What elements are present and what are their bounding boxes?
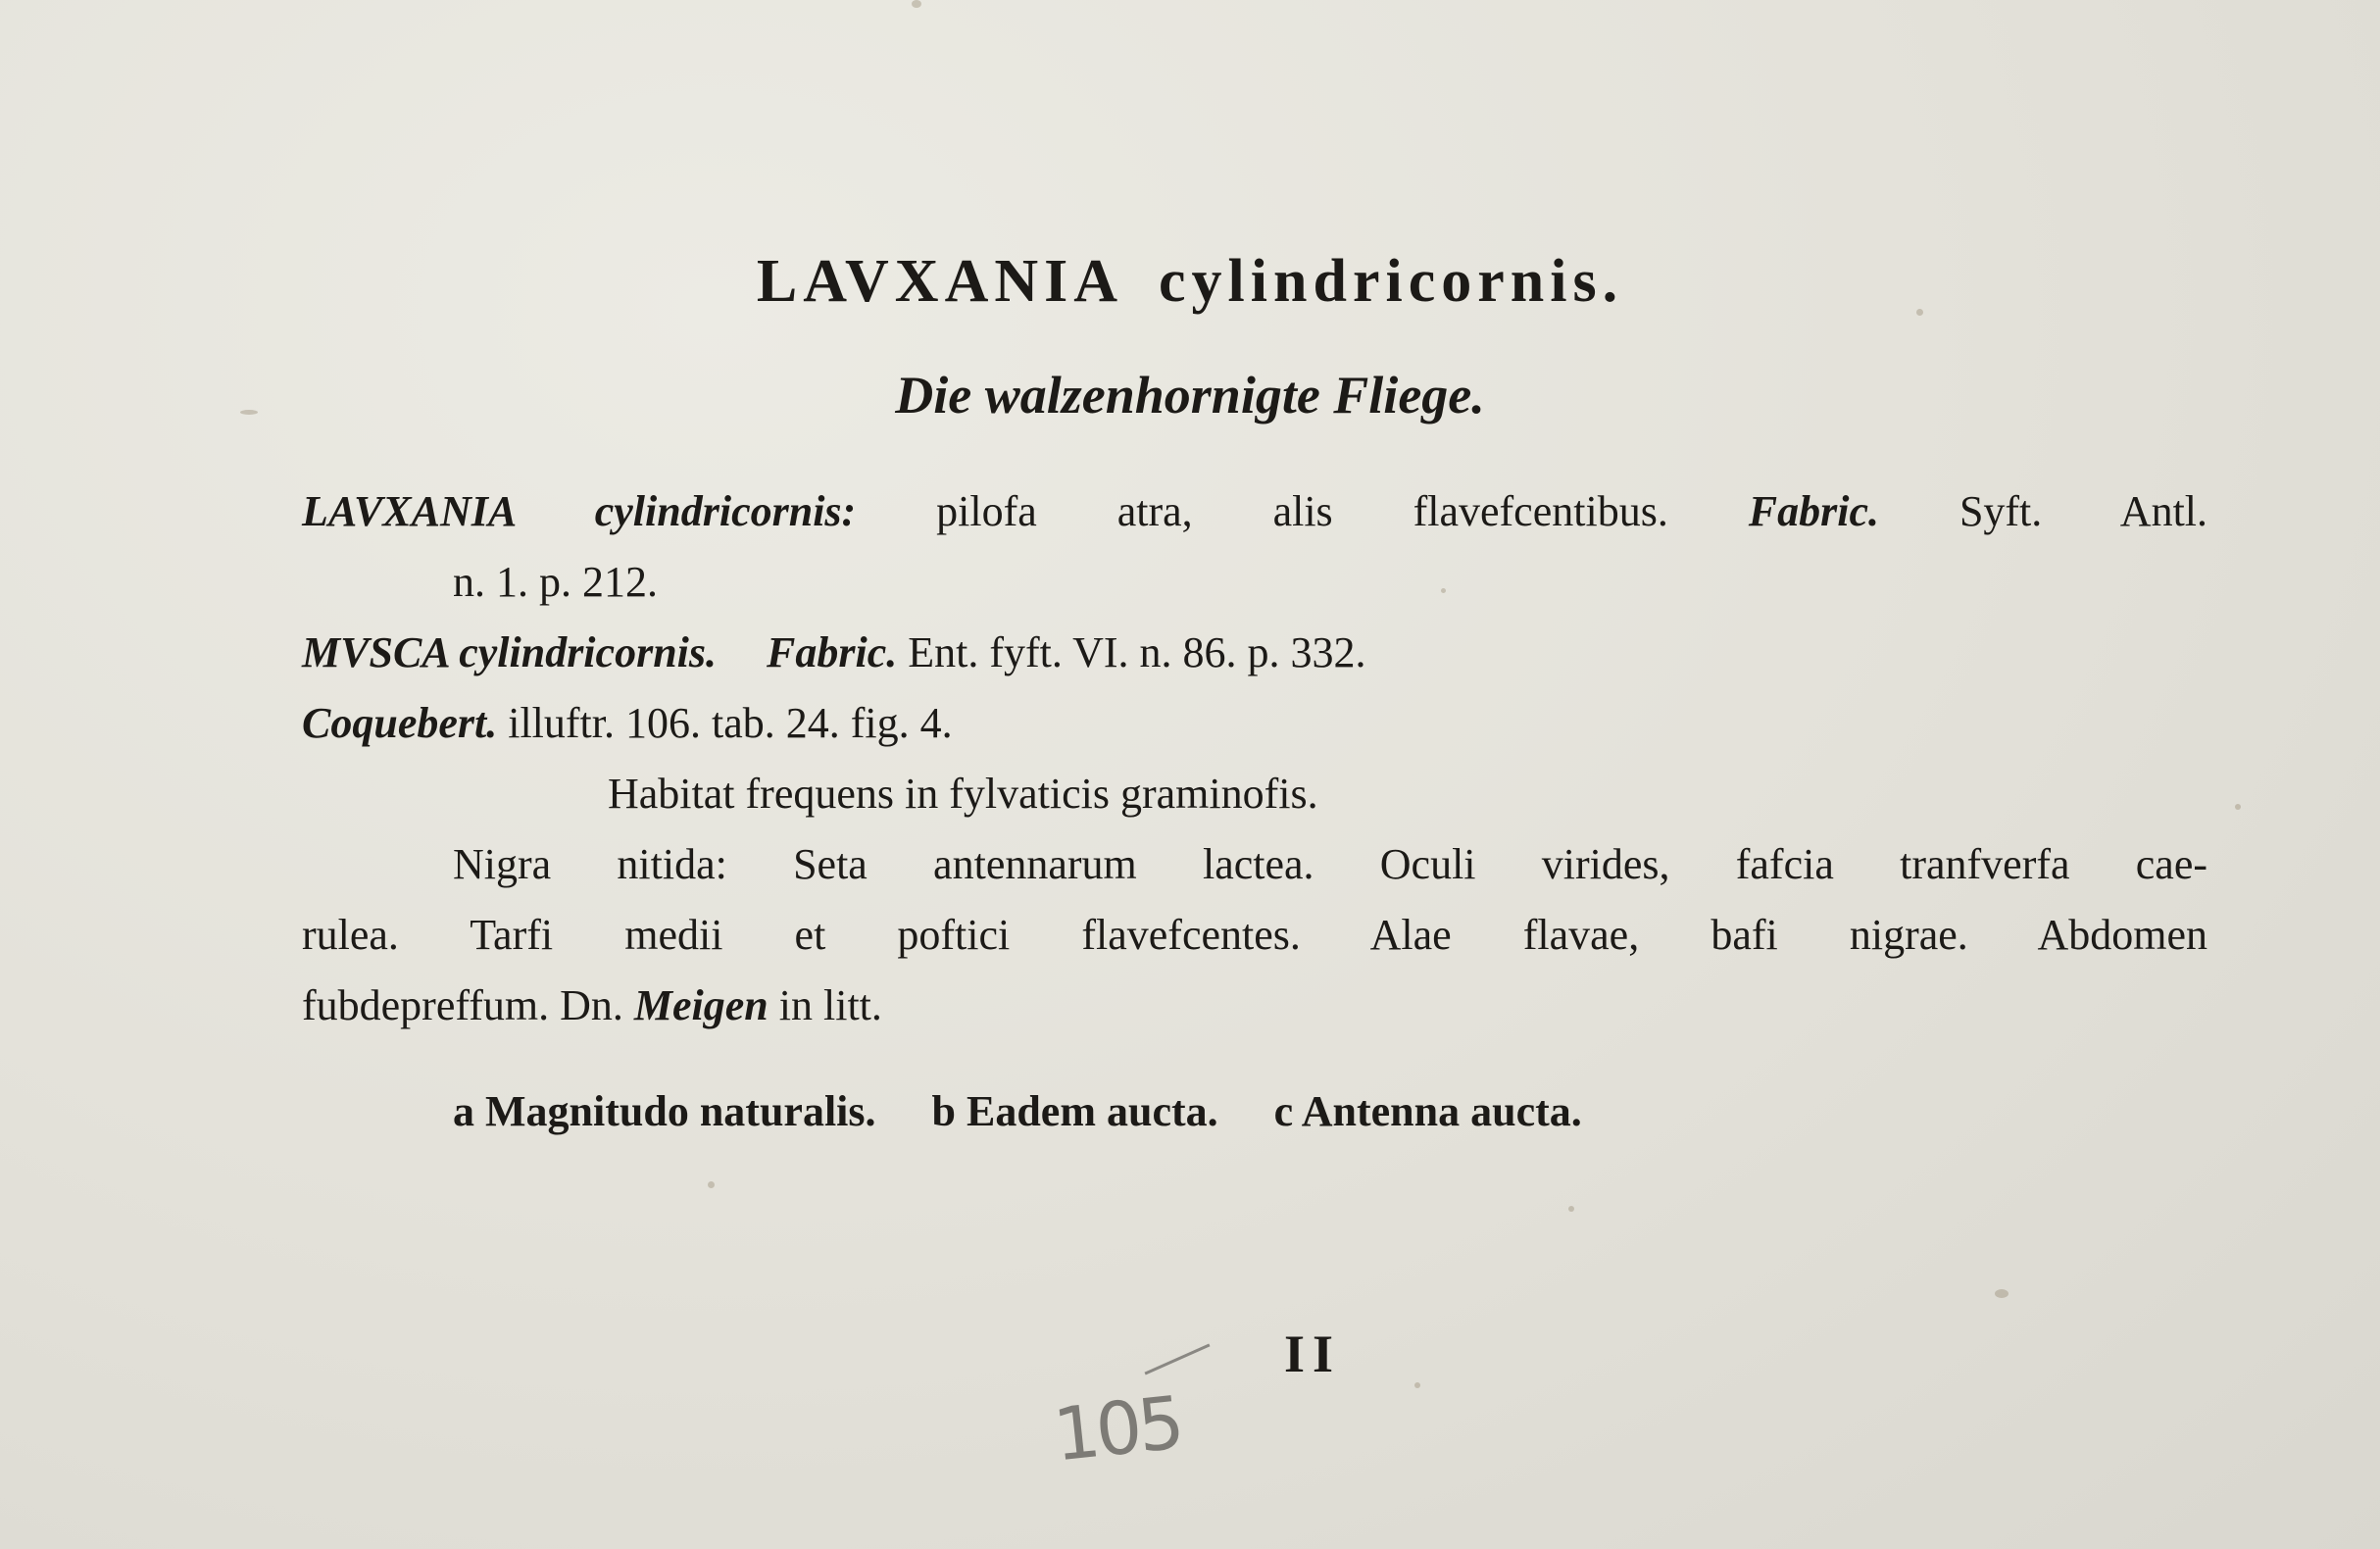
paper-speck — [912, 0, 921, 8]
legend-item-c: c Antenna aucta. — [1273, 1087, 1582, 1135]
legend-item-a: a Magnitudo naturalis. — [453, 1087, 876, 1135]
reference-line-2 — [302, 627, 1366, 677]
reference-source: illuftr. 106. tab. 24. fig. 4. — [508, 699, 953, 747]
page-title — [0, 247, 2380, 317]
legend-item-b: b Eadem aucta. — [931, 1087, 1218, 1135]
reference-line-1-cont: n. 1. p. 212. — [453, 558, 658, 606]
description-text: in litt. — [778, 981, 882, 1029]
reference-name: Coquebert. — [302, 699, 498, 747]
reference-name: LAVXANIA cylindricornis: — [302, 487, 857, 535]
paper-speck — [1995, 1289, 2008, 1298]
title-species: cylindricornis. — [1159, 248, 1624, 315]
paper-speck — [708, 1181, 715, 1188]
page-subtitle: Die walzenhornigte Fliege. — [895, 366, 1485, 425]
description-line-1: Nigra nitida: Seta antennarum lactea. Oculi virides, fafcia tranfverfa cae- — [453, 840, 2207, 888]
title-genus: LAVXANIA — [756, 248, 1124, 315]
reference-author: Fabric. — [1748, 487, 1879, 535]
reference-name: MVSCA cylindricornis. — [302, 628, 718, 676]
page-number: II — [1284, 1324, 1342, 1383]
description-line-2: rulea. Tarfi medii et poftici flavefcentes. Alae flavae, bafi nigrae. Abdomen — [302, 911, 2207, 959]
description-author-name: Meigen — [633, 981, 769, 1029]
habitat-text: Habitat frequens in fylvaticis graminofis. — [608, 770, 1318, 818]
figure-legend — [453, 1086, 1582, 1136]
reference-source: Syft. Antl. — [1959, 487, 2208, 535]
paper-speck — [1414, 1382, 1420, 1388]
reference-source: Ent. fyft. VI. n. 86. p. 332. — [908, 628, 1366, 676]
reference-text: pilofa atra, alis flavefcentibus. — [936, 487, 1668, 535]
paper-speck — [1568, 1206, 1574, 1212]
description-text: fubdepreffum. Dn. — [302, 981, 623, 1029]
reference-line-1 — [302, 486, 2207, 536]
description-line-3 — [302, 980, 2207, 1030]
reference-line-3 — [302, 698, 953, 748]
pencil-annotation: 105 — [1049, 1380, 1185, 1478]
paper-speck — [1441, 588, 1446, 593]
paper-speck — [2235, 804, 2241, 810]
reference-author: Fabric. — [767, 628, 898, 676]
